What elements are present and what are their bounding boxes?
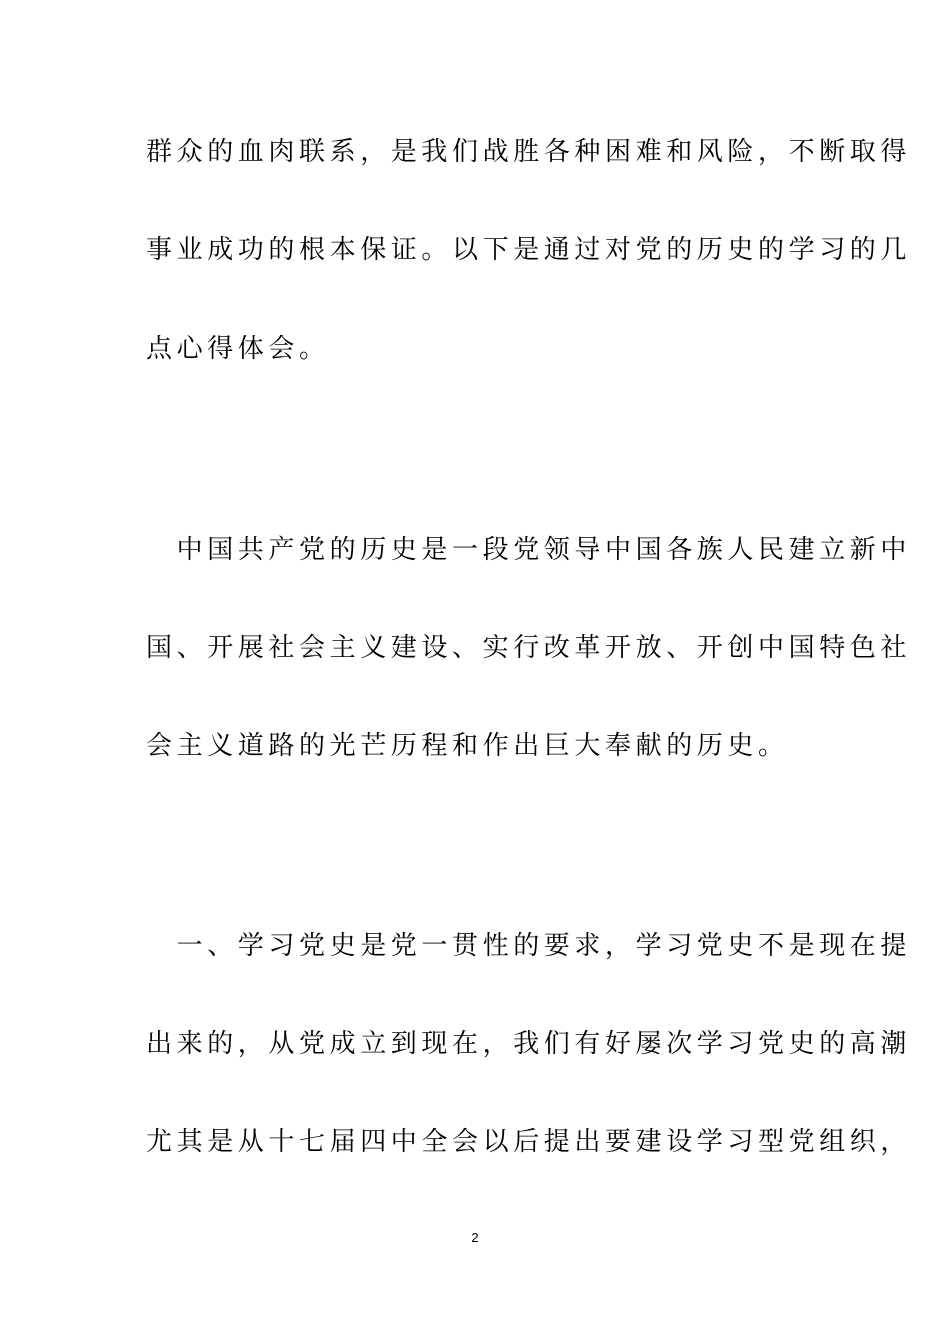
text-line: 事业成功的根本保证。以下是通过对党的历史的学习的几 — [146, 235, 912, 265]
text-line: 出来的，从党成立到现在，我们有好屡次学习党史的高潮 — [146, 1029, 912, 1059]
text-line: 一、学习党史是党一贯性的要求，学习党史不是现在提 — [146, 931, 912, 961]
text-line: 群众的血肉联系，是我们战胜各种困难和风险，不断取得 — [146, 137, 912, 167]
text-line: 点心得体会。 — [146, 334, 330, 364]
page-number: 2 — [471, 1230, 479, 1245]
text-line: 会主义道路的光芒历程和作出巨大奉献的历史。 — [146, 731, 789, 761]
text-line: 尤其是从十七届四中全会以后提出要建设学习型党组织， — [146, 1127, 912, 1157]
text-line: 中国共产党的历史是一段党领导中国各族人民建立新中 — [146, 535, 912, 565]
text-line: 国、开展社会主义建设、实行改革开放、开创中国特色社 — [146, 633, 912, 663]
